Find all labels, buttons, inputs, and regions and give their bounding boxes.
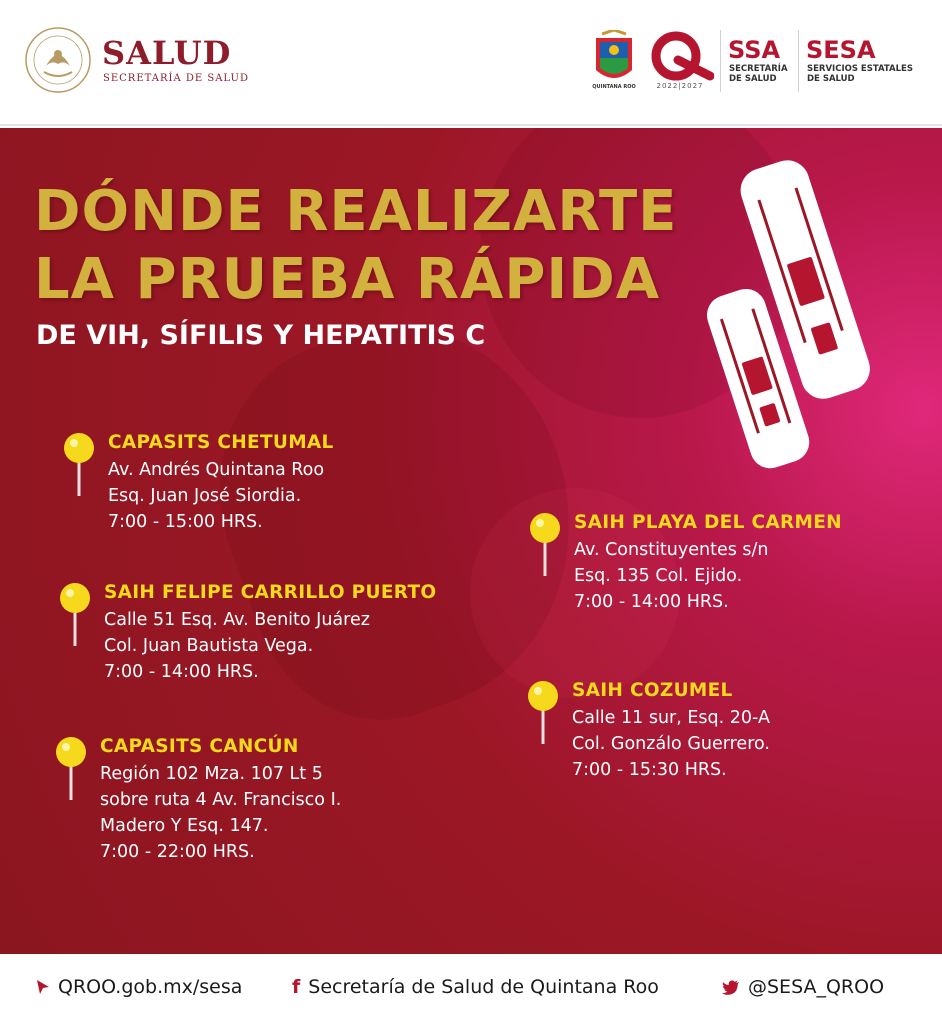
location-hours: 7:00 - 15:00 HRS. xyxy=(108,512,263,532)
footer-website-text[interactable]: QROO.gob.mx/sesa xyxy=(58,976,243,998)
location-address: Col. Gonzálo Guerrero. xyxy=(572,734,770,754)
title-line-1: DÓNDE REALIZARTE xyxy=(34,179,678,244)
location-address: sobre ruta 4 Av. Francisco I. xyxy=(100,790,342,810)
location-hours: 7:00 - 15:30 HRS. xyxy=(572,760,727,780)
location-address: Esq. 135 Col. Ejido. xyxy=(574,566,743,586)
map-pin-icon xyxy=(528,512,562,578)
footer-twitter[interactable] xyxy=(722,976,884,998)
page-header xyxy=(0,0,942,126)
mexico-seal-logo xyxy=(24,26,92,94)
sesa-title: SESA xyxy=(806,36,876,64)
main-panel xyxy=(0,128,942,954)
location-address: Col. Juan Bautista Vega. xyxy=(104,636,314,656)
sesa-subtitle: SERVICIOS ESTATALES DE SALUD xyxy=(807,64,913,84)
footer-twitter-text[interactable]: @SESA_QROO xyxy=(748,976,885,998)
ssa-subtitle: SECRETARÍA DE SALUD xyxy=(729,64,788,84)
twitter-icon xyxy=(722,980,740,995)
location-name: SAIH FELIPE CARRILLO PUERTO xyxy=(104,582,437,603)
location-name: CAPASITS CHETUMAL xyxy=(108,432,334,453)
map-pin-icon xyxy=(62,432,96,498)
rapid-test-illustration xyxy=(700,148,900,478)
facebook-icon: f xyxy=(292,976,301,998)
location-name: SAIH COZUMEL xyxy=(572,680,733,701)
q-government-logo xyxy=(648,30,714,82)
location-address: Madero Y Esq. 147. xyxy=(100,816,269,836)
salud-title: SALUD xyxy=(102,34,232,72)
location-address: Calle 11 sur, Esq. 20-A xyxy=(572,708,770,728)
salud-subtitle: SECRETARÍA DE SALUD xyxy=(103,73,249,84)
location-address: Calle 51 Esq. Av. Benito Juárez xyxy=(104,610,370,630)
location-hours: 7:00 - 14:00 HRS. xyxy=(104,662,259,682)
footer-facebook[interactable] xyxy=(292,976,659,998)
location-address: Av. Constituyentes s/n xyxy=(574,540,769,560)
footer-website[interactable] xyxy=(36,976,242,998)
quintana-roo-label: QUINTANA ROO xyxy=(592,84,636,90)
location-hours: 7:00 - 22:00 HRS. xyxy=(100,842,255,862)
footer-facebook-text[interactable]: Secretaría de Salud de Quintana Roo xyxy=(308,976,659,998)
location-address: Av. Andrés Quintana Roo xyxy=(108,460,325,480)
title-line-2: LA PRUEBA RÁPIDA xyxy=(34,247,661,312)
cursor-icon xyxy=(36,979,50,995)
location-hours: 7:00 - 14:00 HRS. xyxy=(574,592,729,612)
map-pin-icon xyxy=(54,736,88,802)
page-footer xyxy=(0,954,942,1024)
location-name: CAPASITS CANCÚN xyxy=(100,736,299,757)
title-subtitle: DE VIH, SÍFILIS Y HEPATITIS C xyxy=(36,320,486,351)
q-years: 2022|2027 xyxy=(656,82,704,90)
map-pin-icon xyxy=(526,680,560,746)
header-divider xyxy=(720,30,721,92)
ssa-title: SSA xyxy=(728,36,781,64)
map-pin-icon xyxy=(58,582,92,648)
header-divider xyxy=(798,30,799,92)
location-address: Esq. Juan José Siordia. xyxy=(108,486,302,506)
location-address: Región 102 Mza. 107 Lt 5 xyxy=(100,764,323,784)
location-name: SAIH PLAYA DEL CARMEN xyxy=(574,512,842,533)
